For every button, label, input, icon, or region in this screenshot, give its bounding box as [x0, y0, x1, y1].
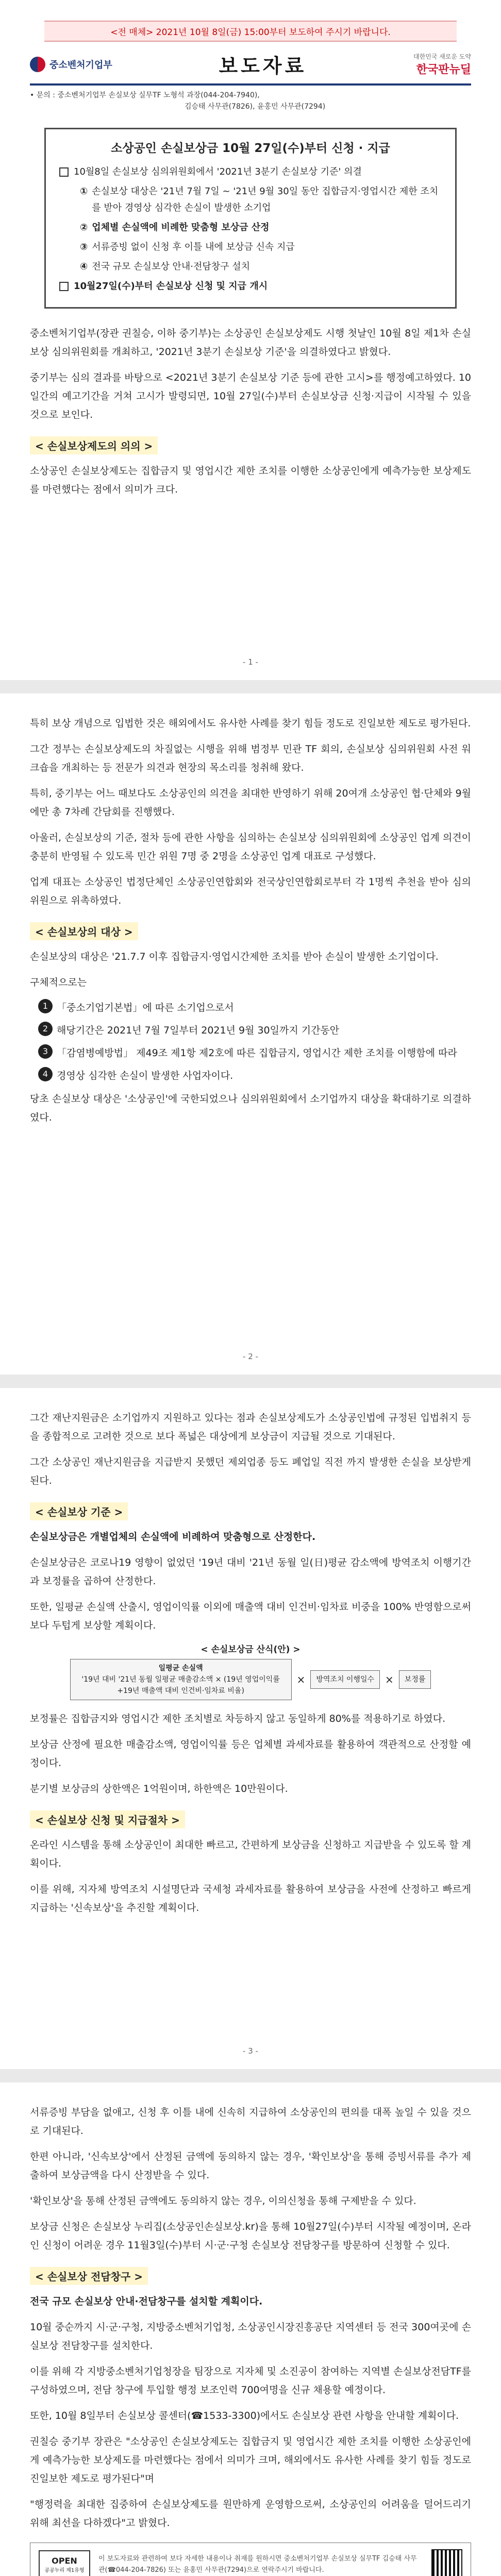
qr-code-icon [431, 2549, 462, 2576]
number-badge-icon: 3 [38, 1044, 53, 1059]
page-3 [0, 1388, 501, 2069]
list-item: 3 「감염병예방법」 제49조 제1항 제2호에 따른 집합금지, 영업시간 제한 조치를 이행함에 따라 [38, 1044, 471, 1062]
footer-box [30, 2543, 471, 2576]
page-4 [0, 2082, 501, 2576]
page-number: - 3 - [243, 2046, 258, 2056]
paragraph: 분기별 보상금의 상한액은 1억원이며, 하한액은 10만원이다. [30, 1783, 288, 1794]
new-deal-logo [413, 52, 471, 77]
contact-info [30, 90, 471, 112]
paragraph: 권칠승 중기부 장관은 "소상공인 손실보상제도는 집합금지 및 영업시간 제한 조치를 이행한 소상공인에게 예측가능한 보상제도를 마련했다는 점에서 의미가 크며, 해외에서도 유사한 사례를 찾기 힘들 정도로 진일보한 제도로 평가된다"며 [30, 2436, 471, 2484]
paragraph: 온라인 시스템을 통해 소상공인이 최대한 빠르고, 간편하게 보상금을 신청하고 지급받을 수 있도록 할 계획이다. [30, 1839, 471, 1869]
summary-sub-2: ② 업체별 손실액에 비례한 맞춤형 보상금 산정 [80, 222, 270, 233]
paragraph: 당초 손실보상 대상은 '소상공인'에 국한되었으나 심의위원회에서 소기업까지 대상을 확대하기로 의결하였다. [30, 1093, 471, 1123]
formula-loss-box: 일평균 손실액 '19년 대비 '21년 동월 일평균 매출감소액 × (19년 영업이익률+19년 매출액 대비 인건비·임차료 비율) [70, 1659, 292, 1700]
formula-diagram [30, 1659, 471, 1700]
government-emblem-icon [30, 57, 45, 72]
paragraph: 보정률은 집합금지와 영업시간 제한 조치별로 차등하지 않고 동일하게 80%를 적용하기로 하였다. [30, 1713, 446, 1724]
section-heading: < 손실보상 기준 > [30, 1502, 128, 1520]
slogan: 대한민국 새로운 도약 [413, 53, 471, 60]
contact-line-2: 김승태 사무관(7826), 윤홍민 사무관(7294) [185, 103, 326, 111]
paragraph: 그간 재난지원금은 소기업까지 지원하고 있다는 점과 손실보상제도가 소상공인법에 규정된 입법취지 등을 종합적으로 고려한 것으로 보다 폭넓은 대상에게 보상금이 지급될 것으로 기대된다. [30, 1412, 471, 1442]
summary-title: 소상공인 손실보상금 10월 27일(수)부터 신청 · 지급 [111, 142, 390, 155]
list-item: 1 「중소기업기본법」에 따른 소기업으로서 [38, 999, 471, 1016]
list-item: 4 경영상 심각한 손실이 발생한 사업자이다. [38, 1067, 471, 1084]
brand: 한국판뉴딜 [416, 63, 471, 76]
paragraph: 서류증빙 부담을 없애고, 신청 후 이틀 내에 신속히 지급하여 소상공인의 편의를 대폭 높일 수 있을 것으로 기대된다. [30, 2107, 471, 2137]
page-number: - 1 - [243, 657, 258, 667]
paragraph: 손실보상금은 코로나19 영향이 없었던 '19년 대비 '21년 동월 일(日)평균 감소액에 방역조치 이행기간과 보정률을 곱하여 산정한다. [30, 1557, 471, 1587]
paragraph: 중기부는 심의 결과를 바탕으로 <2021년 3분기 손실보상 기준 등에 관한 고시>를 행정예고하였다. 10일간의 예고기간을 거쳐 고시가 발령되면, 10월 27일(수)부터 손실보상금 신청·지급이 시작될 수 있을 것으로 보인다. [30, 372, 471, 420]
paragraph: 중소벤처기업부(장관 권칠승, 이하 중기부)는 소상공인 손실보상제도 시행 첫날인 10월 8일 제1차 손실보상 심의위원회를 개최하고, '2021년 3분기 손실보상 기준'을 의결하였다고 밝혔다. [30, 328, 471, 358]
summary-sub-3: ③ 서류증빙 없이 신청 후 이틀 내에 보상금 신속 지급 [80, 242, 295, 252]
paragraph: 손실보상의 대상은 '21.7.7 이후 집합금지·영업시간제한 조치를 받아 손실이 발생한 소기업이다. [30, 951, 439, 962]
open-license-icon: OPEN 공공누리 제1유형 [39, 2550, 90, 2576]
formula-rate-box: 보정률 [399, 1670, 431, 1689]
section-heading: < 손실보상제도의 의의 > [30, 436, 158, 454]
number-badge-icon: 1 [38, 999, 53, 1013]
formula-caption: < 손실보상금 산식(안) > [201, 1645, 300, 1655]
paragraph: 업계 대표는 소상공인 법정단체인 소상공인연합회와 전국상인연합회로부터 각 1명씩 추천을 받아 심의위원으로 위촉하였다. [30, 876, 471, 906]
header-logo-row [30, 50, 471, 86]
paragraph: "행정력을 최대한 집중하여 손실보상제도를 원만하게 운영함으로써, 소상공인의 어려움을 덜어드리기 위해 최선을 다하겠다"고 밝혔다. [30, 2499, 471, 2529]
paragraph: 아울러, 손실보상의 기준, 절차 등에 관한 사항을 심의하는 손실보상 심의위원회에 소상공인 업계 의견이 충분히 반영될 수 있도록 민간 위원 7명 중 2명을 소상공인 업계 대표로 구성했다. [30, 832, 471, 862]
summary-sub-1: ① 손실보상 대상은 '21년 7월 7일 ~ '21년 9월 30일 동안 집합금지·영업시간 제한 조치를 받아 경영상 심각한 손실이 발생한 소기업 [80, 186, 439, 213]
paragraph: 손실보상금은 개별업체의 손실액에 비례하여 맞춤형으로 산정한다. [30, 1531, 316, 1543]
multiply-icon: × [296, 1673, 306, 1686]
checkbox-icon [59, 282, 69, 291]
number-badge-icon: 4 [38, 1067, 53, 1081]
embargo-banner: <전 매체> 2021년 10월 8일(금) 15:00부터 보도하여 주시기 바랍니다. [44, 21, 457, 42]
summary-item-1: 10월8일 손실보상 심의위원회에서 '2021년 3분기 손실보상 기준' 의결 [59, 164, 442, 180]
footer-contact-text: 이 보도자료와 관련하여 보다 자세한 내용이나 취재를 원하시면 중소벤처기업부 손실보상 실무TF 김승태 사무관(☎044-204-7826) 또는 윤홍민 사무관(7294)으로 연락주시기 바랍니다. [98, 2555, 417, 2574]
list-item: 2 해당기간은 2021년 7월 7일부터 2021년 9월 30일까지 기간동안 [38, 1022, 471, 1039]
paragraph: 특히 보상 개념으로 입법한 것은 해외에서도 유사한 사례를 찾기 힘들 정도로 진일보한 제도로 평가된다. [30, 718, 471, 729]
paragraph: 이를 위해, 지자체 방역조치 시설명단과 국세청 과세자료를 활용하여 보상금을 사전에 산정하고 빠르게 지급하는 '신속보상'을 추진할 계획이다. [30, 1884, 471, 1913]
paragraph: 이를 위해 각 지방중소벤처기업청장을 팀장으로 지자체 및 소진공이 참여하는 지역별 손실보상전담TF를 구성하였으며, 전담 창구에 투입할 행정 보조인력 700여명을 신규 채용할 예정이다. [30, 2366, 471, 2396]
summary-item-2: 10월27일(수)부터 손실보상 신청 및 지급 개시 [59, 278, 442, 295]
formula-days-box: 방역조치 이행일수 [310, 1670, 380, 1689]
section-heading: < 손실보상의 대상 > [30, 922, 138, 940]
paragraph: 소상공인 손실보상제도는 집합금지 및 영업시간 제한 조치를 이행한 소상공인에게 예측가능한 보상제도를 마련했다는 점에서 의미가 크다. [30, 465, 471, 495]
contact-line-1: • 문의 : 중소벤처기업부 손실보상 실무TF 노형석 과장(044-204-7940), [30, 91, 260, 99]
paragraph: 또한, 10월 8일부터 손실보상 콜센터(☎1533-3300)에서도 손실보상 관련 사항을 안내할 계획이다. [30, 2410, 459, 2421]
paragraph: 그간 소상공인 재난지원금을 지급받지 못했던 제외업종 등도 폐업일 직전 까지 발생한 손실을 보상받게 된다. [30, 1456, 471, 1486]
page-number: - 2 - [243, 1352, 258, 1361]
paragraph: 한편 아니라, '신속보상'에서 산정된 금액에 동의하지 않는 경우, '확인보상'을 통해 증빙서류를 추가 제출하여 보상금액을 다시 산정받을 수 있다. [30, 2151, 471, 2181]
paragraph: '확인보상'을 통해 산정된 금액에도 동의하지 않는 경우, 이의신청을 통해 구제받을 수 있다. [30, 2195, 416, 2207]
paragraph: 특히, 중기부는 어느 때보다도 소상공인의 의견을 최대한 반영하기 위해 20여개 소상공인 협·단체와 9월에만 총 7차례 간담회를 진행했다. [30, 788, 471, 818]
summary-box [44, 128, 457, 309]
page-2 [0, 693, 501, 1375]
paragraph: 구체적으로는 [30, 977, 87, 988]
multiply-icon: × [385, 1673, 394, 1686]
paragraph: 10월 중순까지 시·군·구청, 지방중소벤처기업청, 소상공인시장진흥공단 지역센터 등 전국 300여곳에 손실보상 전담창구를 설치한다. [30, 2321, 471, 2351]
agency-name: 중소벤처기업부 [49, 59, 112, 71]
paragraph: 보상금 산정에 필요한 매출감소액, 영업이익률 등은 업체별 과세자료를 활용하여 객관적으로 산정할 예정이다. [30, 1739, 471, 1769]
number-badge-icon: 2 [38, 1022, 53, 1036]
paragraph: 전국 규모 손실보상 안내·전담창구를 설치할 계획이다. [30, 2296, 263, 2307]
agency-logo [30, 57, 112, 72]
doc-title: 보도자료 [219, 55, 307, 77]
paragraph: 또한, 일평균 손실액 산출시, 영업이익률 이외에 매출액 대비 인건비·임차료 비중을 100% 반영함으로써 보다 두텁게 보상할 계획이다. [30, 1601, 471, 1631]
page-1 [0, 0, 501, 680]
summary-sub-4: ④ 전국 규모 손실보상 안내·전담창구 설치 [80, 261, 250, 272]
checkbox-icon [59, 167, 69, 177]
paragraph: 보상금 신청은 손실보상 누리집(소상공인손실보상.kr)을 통해 10월27일(수)부터 시작될 예정이며, 온라인 신청이 어려운 경우 11월3일(수)부터 시·군·구청 손실보상 전담창구를 방문하여 신청할 수 있다. [30, 2221, 471, 2251]
section-heading: < 손실보상 신청 및 지급절차 > [30, 1810, 185, 1828]
paragraph: 그간 정부는 손실보상제도의 차질없는 시행을 위해 범정부 민관 TF 회의, 손실보상 심의위원회 사전 워크숍을 개최하는 등 전문가 의견과 현장의 목소리를 청취해 왔다. [30, 743, 471, 773]
section-heading: < 손실보상 전담창구 > [30, 2267, 148, 2285]
